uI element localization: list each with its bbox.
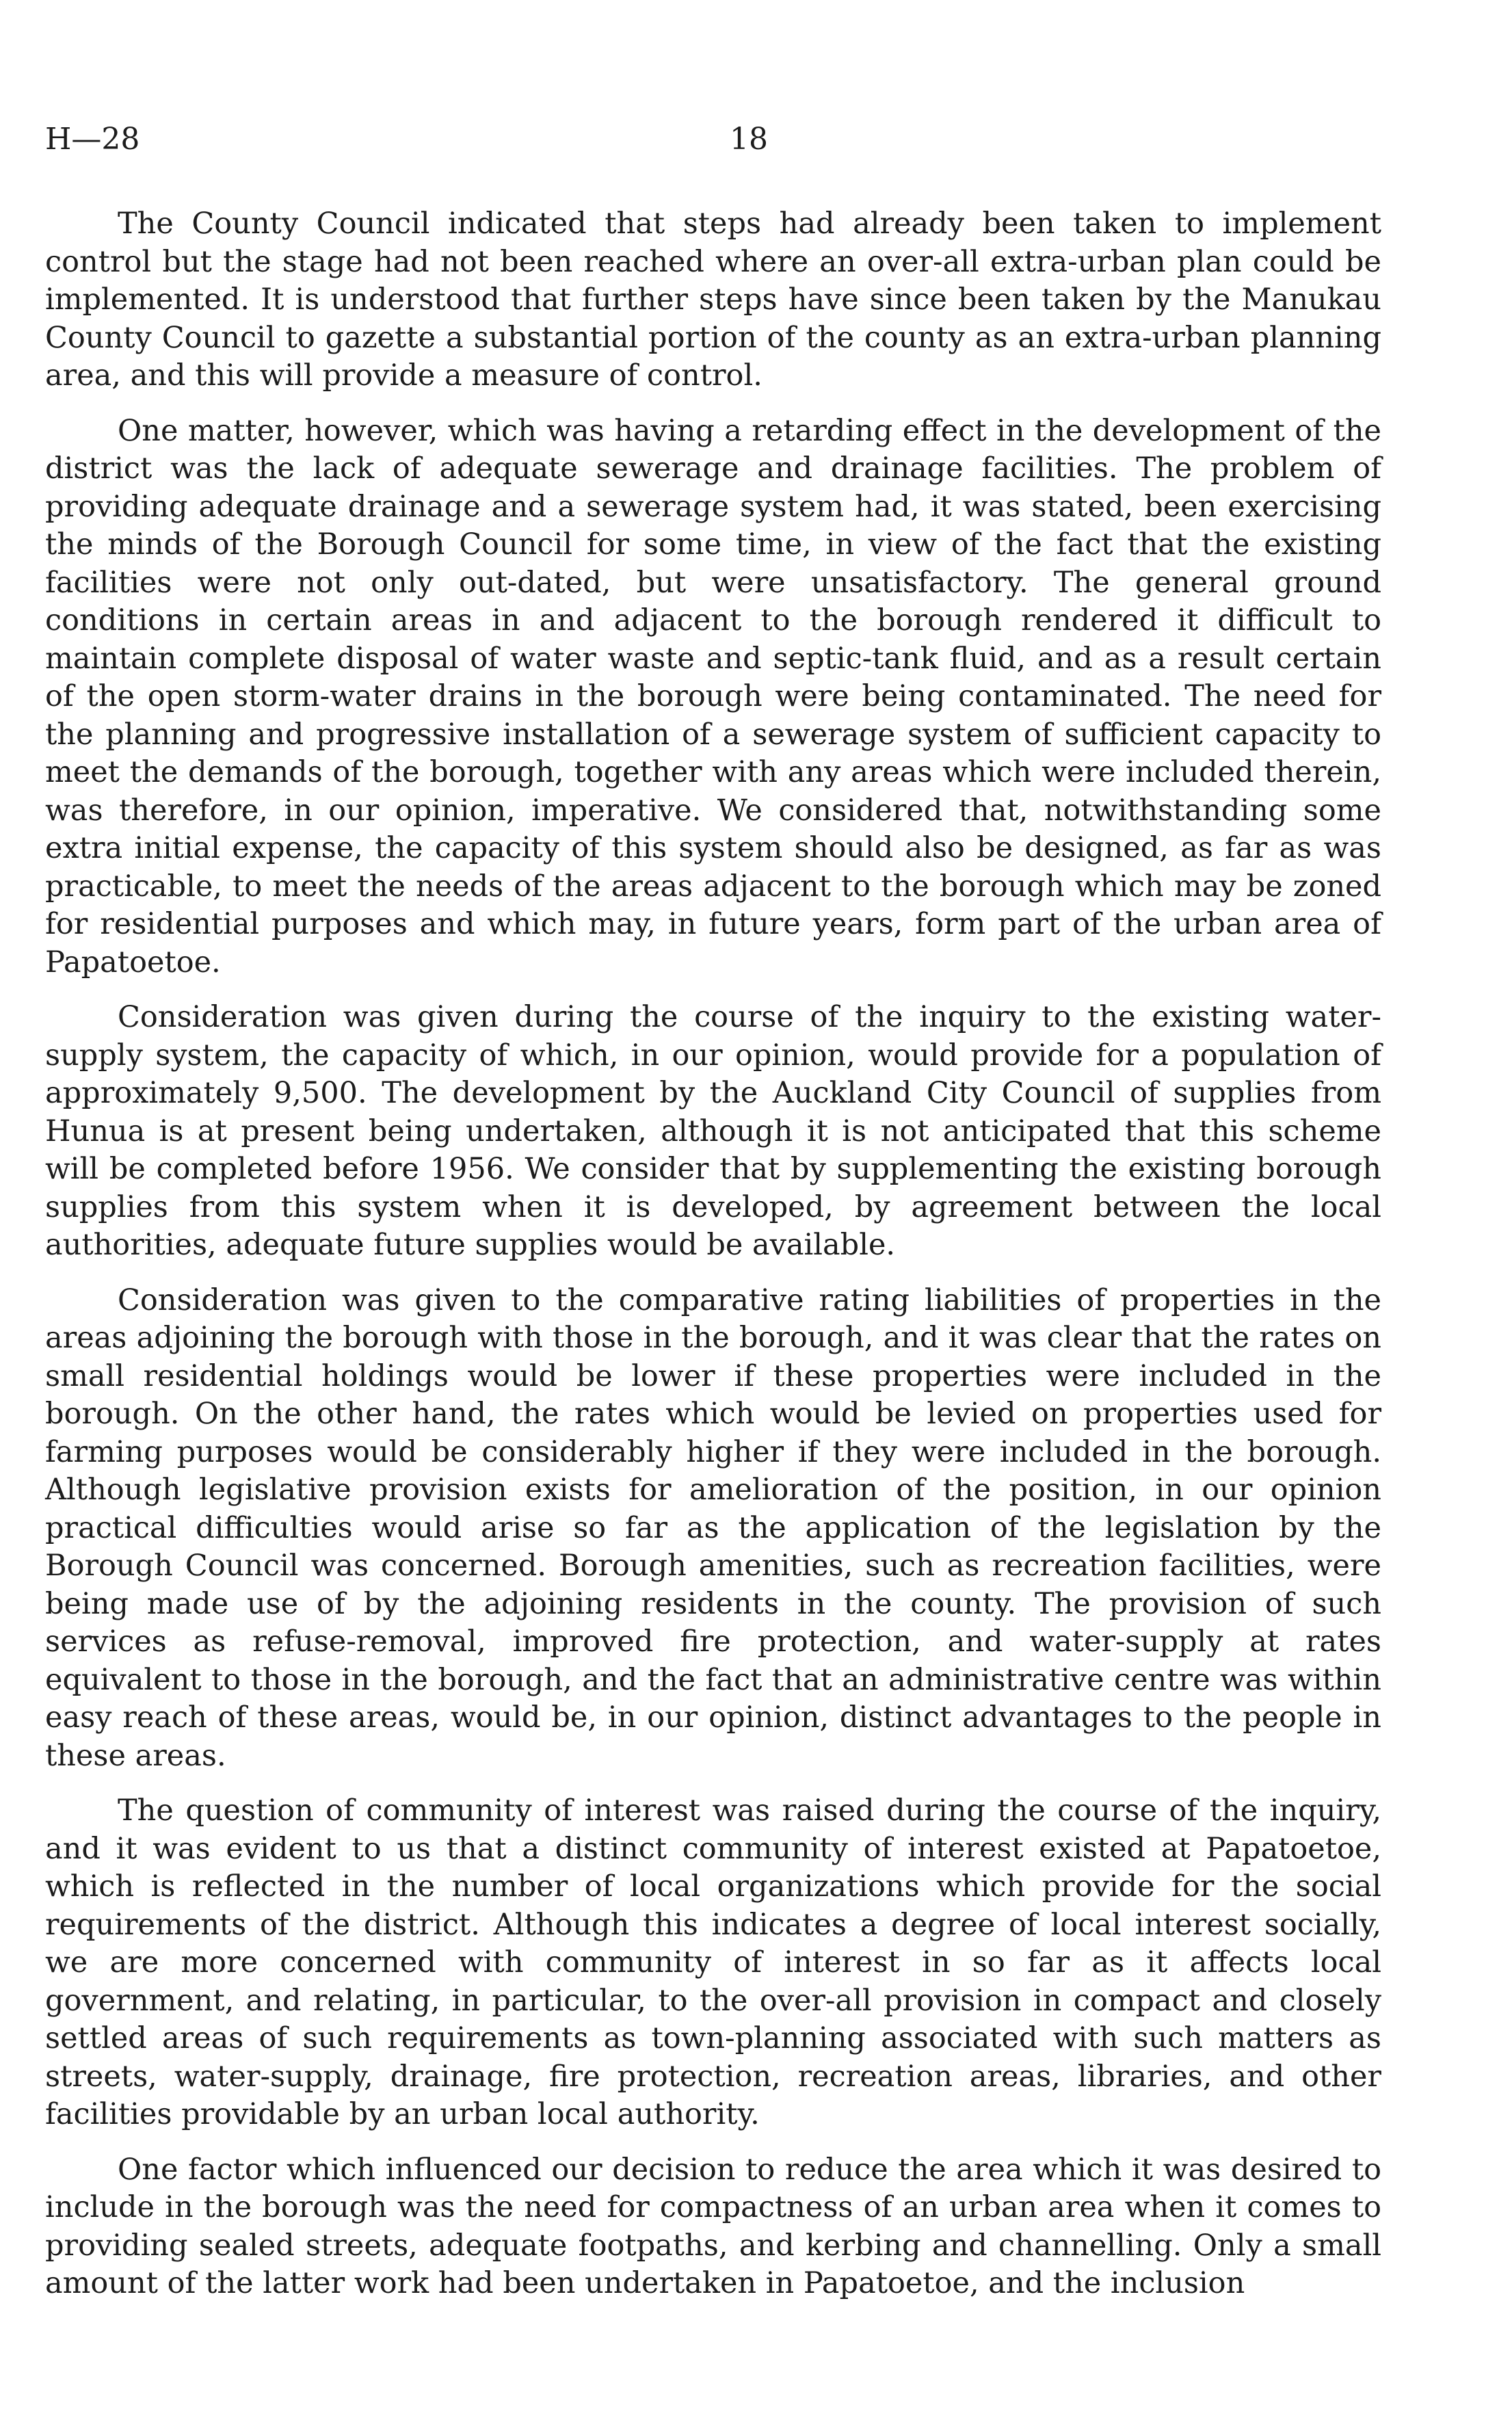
paragraph: One factor which influenced our decision to reduce the area which it was desired to include in the borough was the need for compactness of an urban area when it comes to providing sealed streets, adequate footpaths, and kerbing and channelling. Only a small amount of the latter work had been undertaken in Papatoetoe, and the inclusion [45,2152,1381,2300]
page-number: 18 [730,122,768,157]
page-header [45,122,1468,170]
document-reference: H—28 [45,122,140,157]
paragraph: One matter, however, which was having a retarding effect in the development of the district was the lack of adequate sewerage and drainage facilities. The problem of providing adequate drainage and a sewerage system had, it was stated, been exercising the minds of the Borough Council for some time, in view of the fact that the existing facilities were not only out-dated, but were unsatisfactory. The general ground conditions in certain areas in and adjacent to the borough rendered it difficult to maintain complete disposal of water waste and septic-tank fluid, and as a result certain of the open storm-water drains in the borough were being contaminated. The need for the planning and progressive installation of a sewerage system of sufficient capacity to meet the demands of the borough, together with any areas which were included therein, was therefore, in our opinion, imperative. We considered that, notwithstanding some extra initial expense, the capacity of this system should also be designed, as far as was practicable, to meet the needs of the areas adjacent to the borough which may be zoned for residential purposes and which may, in future years, form part of the urban area of Papatoetoe. [45,413,1381,980]
paragraph: The County Council indicated that steps had already been taken to implement control but the stage had not been reached where an over-all extra-urban plan could be implemented. It is understood that further steps have since been taken by the Manukau County Council to gazette a substantial portion of the county as an extra-urban planning area, and this will provide a measure of control. [45,207,1381,393]
paragraph: Consideration was given during the course of the inquiry to the existing water-supply system, the capacity of which, in our opinion, would provide for a population of approximately 9,500. The development by the Auckland City Council of supplies from Hunua is at present being undertaken, although it is not anticipated that this scheme will be completed before 1956. We consider that by supplementing the existing borough supplies from this system when it is developed, by agreement between the local authorities, adequate future supplies would be available. [45,1000,1381,1262]
body-text [45,205,1381,2303]
paragraph: Consideration was given to the comparative rating liabilities of properties in the areas adjoining the borough with those in the borough, and it was clear that the rates on small residential holdings would be lower if these properties were included in the borough. On the other hand, the rates which would be levied on properties used for farming purposes would be considerably higher if they were included in the borough. Although legislative provision exists for amelioration of the position, in our opinion practical difficulties would arise so far as the application of the legislation by the Borough Council was concerned. Borough amenities, such as recreation facilities, were being made use of by the adjoining residents in the county. The provision of such services as refuse-removal, improved fire protection, and water-supply at rates equivalent to those in the borough, and the fact that an administrative centre was within easy reach of these areas, would be, in our opinion, distinct advantages to the people in these areas. [45,1283,1381,1773]
paragraph: The question of community of interest was raised during the course of the inquiry, and it was evident to us that a distinct community of interest existed at Papatoetoe, which is reflected in the number of local organizations which provide for the social requirements of the district. Although this indicates a degree of local interest socially, we are more concerned with community of interest in so far as it affects local government, and relating, in particular, to the over-all provision in compact and closely settled areas of such requirements as town-planning associated with such matters as streets, water-supply, drainage, fire protection, recreation areas, libraries, and other facilities providable by an urban local authority. [45,1793,1381,2131]
